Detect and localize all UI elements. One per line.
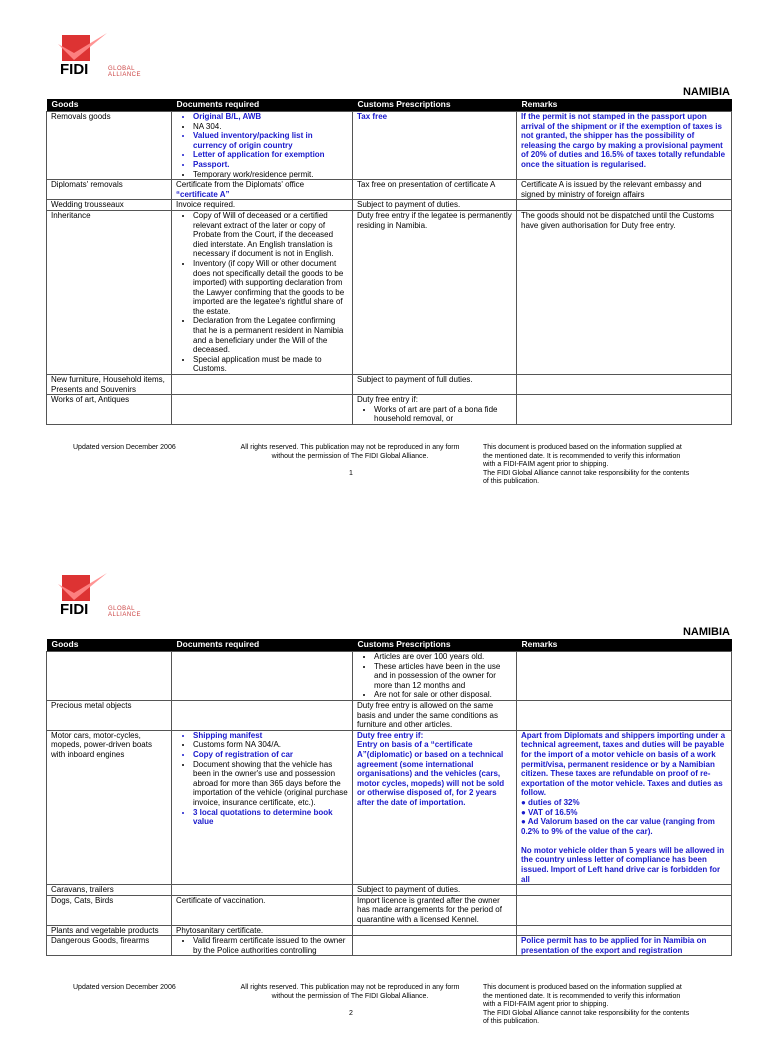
customs-cell [353, 936, 517, 956]
remarks-cell [517, 700, 732, 730]
documents-list [176, 936, 348, 955]
customs-text: Tax free [357, 112, 388, 121]
header-remarks: Remarks [517, 99, 732, 112]
documents-cell [172, 180, 353, 200]
header-documents: Documents required [172, 639, 353, 652]
documents-list [176, 731, 348, 827]
header-documents: Documents required [172, 99, 353, 112]
goods-cell: Motor cars, motor-cycles, mopeds, power-driven boats with inboard engines [47, 730, 172, 885]
remarks-line: No motor vehicle older than 5 years will be allowed in the country unless letter of compliance has been issued. Import of Left hand drive car is forbidden for all [521, 845, 725, 884]
remarks-line: ● duties of 32% [521, 797, 580, 807]
document-item: • Inventory (if copy Will or other document does not specifically detail the goods to be imported) with supporting declaration from the Lawyer confirming that the goods to be imported are the legatee's rightful share of the estate. [193, 259, 348, 317]
documents-cell [172, 885, 353, 896]
document-item: • Passport. [193, 160, 348, 170]
remarks-text: If the permit is not stamped in the passport upon arrival of the shipment or if the exemption of taxes is not granted, the shipper has the possibility of releasing the cargo by making a provisional payment of 20% of duties and 16.5% of taxes totally refundable once the situation is regularised. [521, 112, 726, 169]
document-item: • NA 304. [193, 122, 348, 132]
logo-tagline: GLOBAL ALLIANCE [108, 606, 142, 618]
customs-cell [353, 180, 517, 200]
remarks-cell [517, 925, 732, 936]
page-number: 2 [349, 1010, 353, 1017]
goods-cell: Works of art, Antiques [47, 395, 172, 425]
documents-cell [172, 112, 353, 180]
remarks-cell [517, 395, 732, 425]
customs-list [357, 652, 512, 700]
remarks-text: The goods should not be dispatched until the Customs have given authorisation for Duty free entry. [521, 210, 715, 230]
customs-text: Duty free entry if: [357, 395, 418, 405]
document-item: • Special application must be made to Customs. [193, 355, 348, 374]
customs-cell [353, 895, 517, 925]
footer-disclaimer: This document is produced based on the information supplied at the mentioned date. It is recommended to verify this information with a FIDI-FAIM agent prior to shipping. The FIDI Global Alliance cannot take responsibility for the contents of this publication. [483, 984, 690, 1026]
customs-text: Subject to payment of duties. [357, 200, 461, 210]
document-item: • Declaration from the Legatee confirming that he is a permanent resident in Namibia and a beneficiary under the Will of the deceased. [193, 316, 348, 354]
header-goods: Goods [47, 99, 172, 112]
document-text: Certificate of vaccination. [176, 895, 266, 905]
documents-cell [172, 936, 353, 956]
goods-cell: New furniture, Household items, Presents and Souvenirs [47, 375, 172, 395]
remarks-text: Certificate A is issued by the relevant embassy and signed by ministry of foreign affairs [521, 180, 702, 199]
header-remarks: Remarks [517, 639, 732, 652]
customs-text: Duty free entry if: Entry on basis of a “certificate A”(diplomatic) or based on a technical agreement (some international organisations) and the vehicles (cars, motor cycles, mopeds) will not be sold or otherwise disposed of, for 2 years after the date of importation. [357, 730, 505, 807]
page-number: 1 [349, 470, 353, 477]
fidi-checkmark-icon [52, 30, 108, 75]
customs-list [357, 405, 512, 424]
table-row [47, 112, 732, 180]
document-item: • Copy of Will of deceased or a certified relevant extract of the later or copy of Probate from the Court, if the deceased died interstate. An English translation is necessary if document is not in English. [193, 211, 348, 259]
customs-cell [353, 375, 517, 395]
page-2 [0, 540, 768, 1052]
goods-cell: Dangerous Goods, firearms [47, 936, 172, 956]
remarks-line: ● VAT of 16.5% [521, 807, 578, 817]
document-item: • Copy of registration of car [193, 750, 348, 760]
logo-tagline: GLOBAL ALLIANCE [108, 66, 142, 78]
document-item: • Valid firearm certificate issued to the owner by the Police authorities controlling [193, 936, 348, 955]
customs-text: Import licence is granted after the owner has made arrangements for the period of quarantine with a licensed Kennel. [357, 895, 502, 925]
header-customs: Customs Prescriptions [353, 639, 517, 652]
customs-text: Duty free entry if the legatee is permanently residing in Namibia. [357, 210, 512, 230]
document-text: Invoice required. [176, 200, 236, 210]
table-row [47, 925, 732, 936]
remarks-line: Apart from Diplomats and shippers importing under a technical agreement, taxes and duties will be payable for the import of a motor vehicle on basis of a work permit/visa, permanent residence or by a Namibian citizen. These taxes are refundable on proof of re-exportation of the motor vehicle. Taxes and duties as follow. [521, 730, 726, 798]
table-row [47, 885, 732, 896]
remarks-cell [517, 895, 732, 925]
customs-cell [353, 925, 517, 936]
customs-text: Tax free on presentation of certificate A [357, 180, 496, 190]
document-item: • Shipping manifest [193, 731, 348, 741]
table-row [47, 936, 732, 956]
document-item: • Customs form NA 304/A. [193, 740, 348, 750]
customs-cell [353, 700, 517, 730]
country-title: NAMIBIA [682, 626, 730, 638]
documents-cell [172, 925, 353, 936]
remarks-cell [517, 936, 732, 956]
document-text: Certificate from the Diplomats' office [176, 180, 305, 190]
goods-cell: Removals goods [47, 112, 172, 180]
remarks-cell [517, 885, 732, 896]
remarks-cell [517, 210, 732, 374]
table-row [47, 180, 732, 200]
remarks-cell [517, 200, 732, 211]
document-text: Phytosanitary certificate. [176, 925, 264, 935]
document-extra: “certificate A” [176, 189, 230, 199]
remarks-line: ● Ad Valorum based on the car value (ranging from 0.2% to 9% of the value of the car). [521, 817, 715, 836]
documents-cell [172, 895, 353, 925]
footer-updated: Updated version December 2006 [73, 444, 176, 451]
customs-cell [353, 112, 517, 180]
document-item: • Letter of application for exemption [193, 150, 348, 160]
document-item: • Temporary work/residence permit. [193, 170, 348, 180]
remarks-cell [517, 375, 732, 395]
remarks-cell [517, 112, 732, 180]
customs-cell [353, 885, 517, 896]
goods-cell: Dogs, Cats, Birds [47, 895, 172, 925]
documents-cell [172, 210, 353, 374]
table-header-row [47, 99, 732, 112]
documents-list [176, 112, 348, 179]
document-item: • 3 local quotations to determine book value [193, 808, 348, 827]
table-header-row [47, 639, 732, 652]
remarks-cell [517, 180, 732, 200]
customs-item: • These articles have been in the use and in possession of the owner for more than 12 months and [374, 662, 512, 691]
header-customs: Customs Prescriptions [353, 99, 517, 112]
table-row [47, 210, 732, 374]
table-row [47, 730, 732, 885]
country-title: NAMIBIA [682, 86, 730, 98]
document-item: • Original B/L, AWB [193, 112, 348, 122]
footer-rights: All rights reserved. This publication may not be reproduced in any form without the permission of The FIDI Global Alliance. [240, 984, 460, 1000]
goods-cell: Wedding trousseaux [47, 200, 172, 211]
fidi-logo [52, 30, 162, 78]
document-item: • Document showing that the vehicle has been in the owner's use and possession abroad for more than 365 days before the importation of the vehicle (original purchase invoice, insurance certificate, etc.). [193, 760, 348, 808]
remarks-line [521, 836, 727, 846]
table-row [47, 895, 732, 925]
documents-list [176, 211, 348, 374]
customs-cell [353, 395, 517, 425]
header-goods: Goods [47, 639, 172, 652]
documents-cell [172, 652, 353, 701]
document-item: • Valued inventory/packing list in currency of origin country [193, 131, 348, 150]
logo-wordmark: FIDI [60, 61, 89, 75]
footer-updated: Updated version December 2006 [73, 984, 176, 991]
customs-table [46, 99, 732, 425]
customs-text: Subject to payment of full duties. [357, 375, 473, 385]
table-row [47, 375, 732, 395]
table-row [47, 200, 732, 211]
remarks-text: Police permit has to be applied for in Namibia on presentation of the export and registration [521, 936, 707, 955]
documents-cell [172, 200, 353, 211]
fidi-checkmark-icon [52, 570, 108, 615]
table-row [47, 652, 732, 701]
goods-cell: Caravans, trailers [47, 885, 172, 896]
customs-item: • Are not for sale or other disposal. [374, 690, 512, 700]
customs-text: Duty free entry is allowed on the same basis and under the same conditions as furniture and other articles. [357, 700, 498, 730]
documents-cell [172, 700, 353, 730]
logo-wordmark: FIDI [60, 601, 89, 615]
goods-cell: Diplomats' removals [47, 180, 172, 200]
customs-cell [353, 652, 517, 701]
customs-cell [353, 200, 517, 211]
goods-cell [47, 652, 172, 701]
documents-cell [172, 375, 353, 395]
documents-cell [172, 395, 353, 425]
remarks-cell [517, 652, 732, 701]
customs-cell [353, 210, 517, 374]
goods-cell: Precious metal objects [47, 700, 172, 730]
goods-cell: Plants and vegetable products [47, 925, 172, 936]
customs-text: Subject to payment of duties. [357, 885, 461, 895]
remarks-cell [517, 730, 732, 885]
footer-disclaimer: This document is produced based on the information supplied at the mentioned date. It is recommended to verify this information with a FIDI-FAIM agent prior to shipping. The FIDI Global Alliance cannot take responsibility for the contents of this publication. [483, 444, 690, 486]
documents-cell [172, 730, 353, 885]
customs-cell [353, 730, 517, 885]
table-row [47, 395, 732, 425]
fidi-logo [52, 570, 162, 618]
footer-rights: All rights reserved. This publication may not be reproduced in any form without the permission of The FIDI Global Alliance. [240, 444, 460, 460]
page-1 [0, 0, 768, 512]
table-row [47, 700, 732, 730]
customs-item: • Works of art are part of a bona fide household removal, or [374, 405, 512, 424]
customs-item: • Articles are over 100 years old. [374, 652, 512, 662]
customs-table [46, 639, 732, 956]
goods-cell: Inheritance [47, 210, 172, 374]
